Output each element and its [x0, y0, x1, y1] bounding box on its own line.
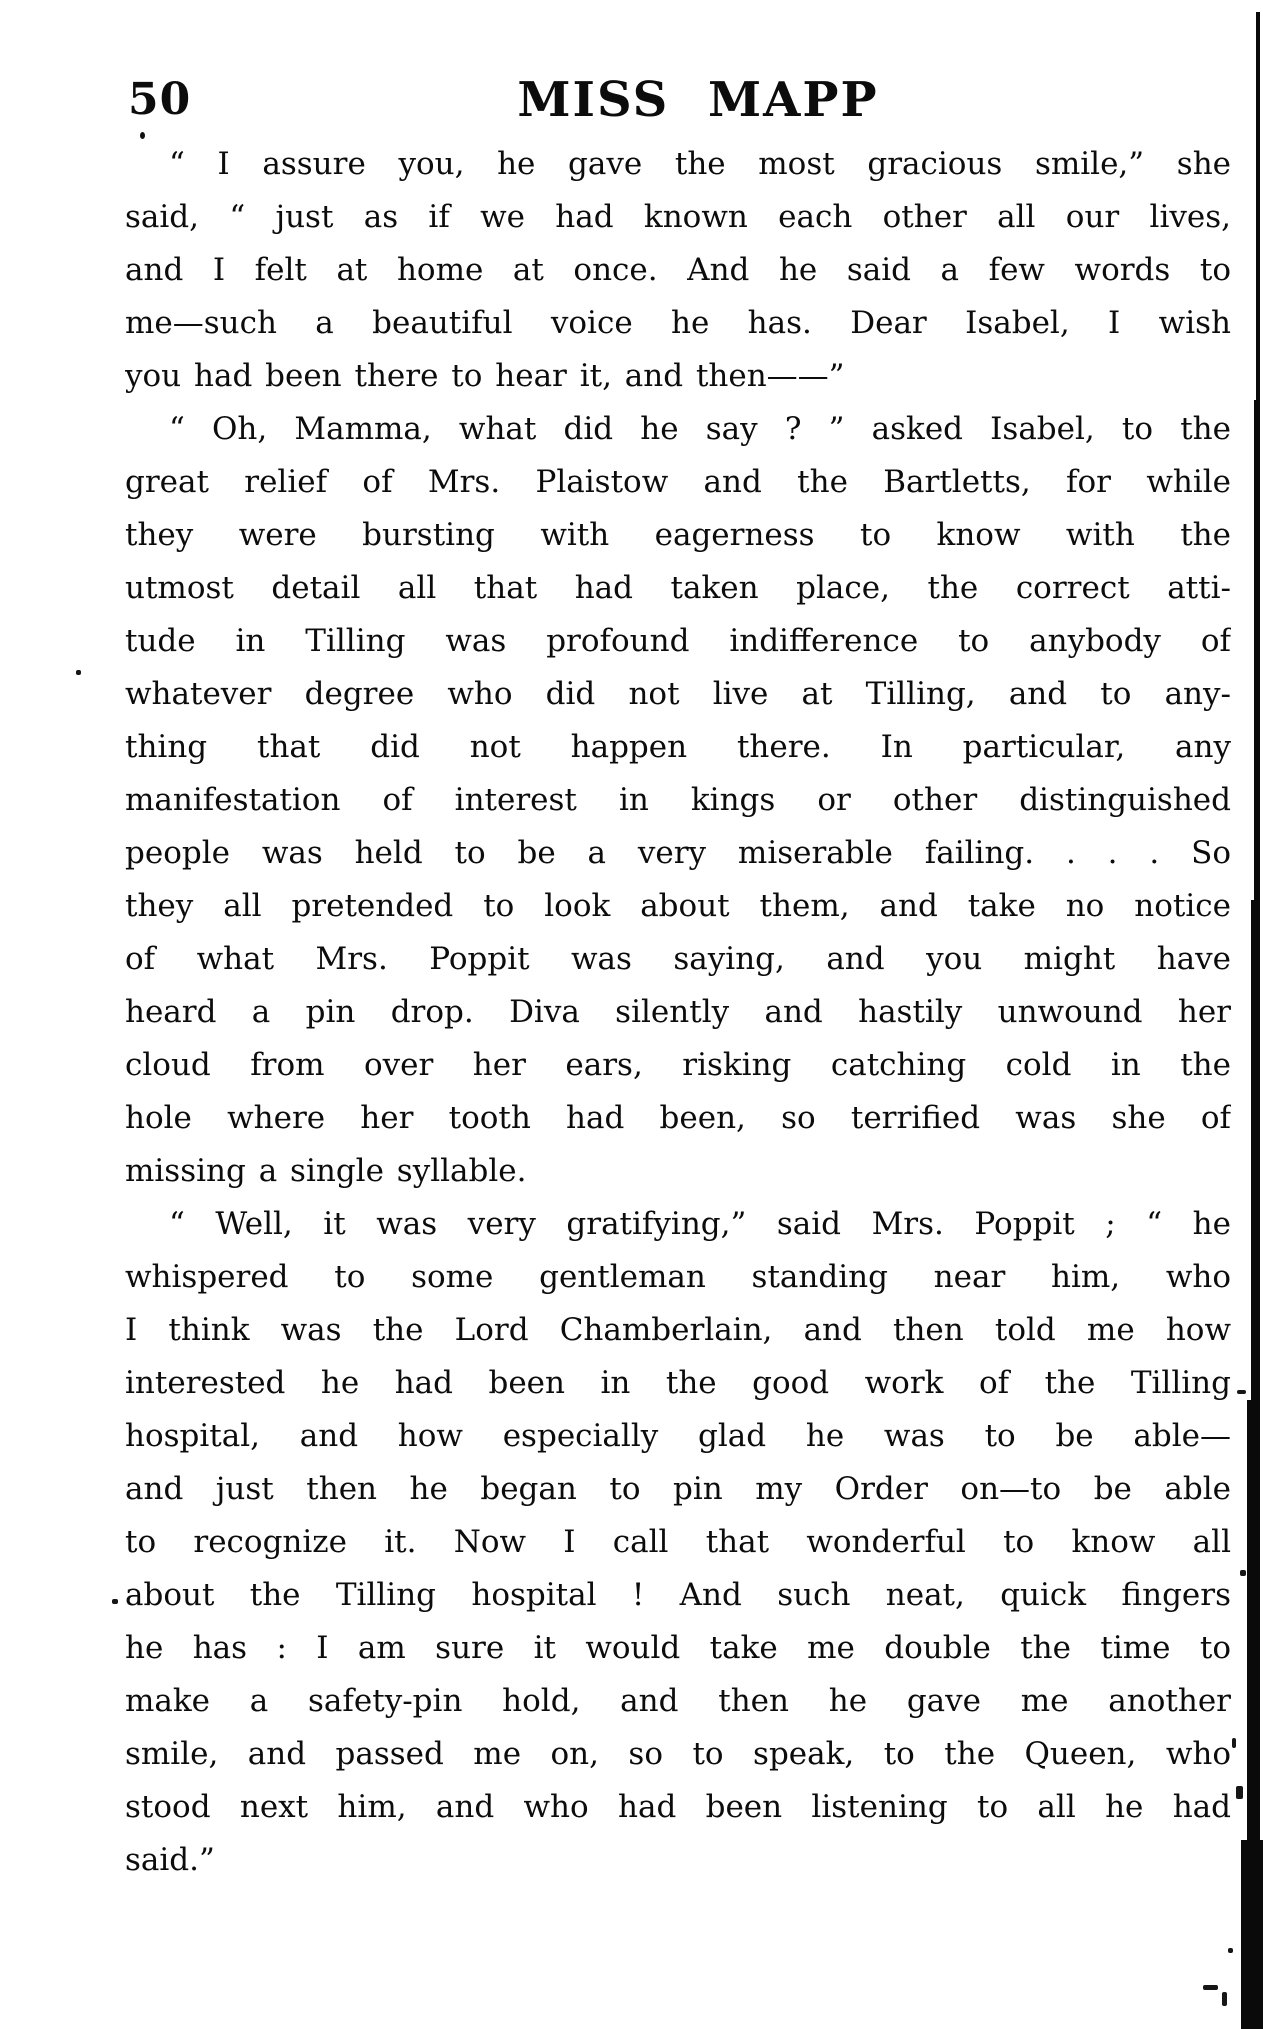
text-line: thing that did not happen there. In particular, any: [125, 729, 1231, 765]
text-line: whispered to some gentleman standing near him, who: [125, 1259, 1231, 1295]
text-line: said.”: [125, 1842, 215, 1878]
text-line: “ Oh, Mamma, what did he say ? ” asked Isabel, to the: [169, 411, 1231, 447]
page-edge-shadow: [1254, 400, 1260, 900]
scan-speck: [1222, 1992, 1227, 2006]
page-edge-shadow: [1251, 900, 1260, 1400]
text-line: and I felt at home at once. And he said a few words to: [125, 252, 1231, 288]
text-line: to recognize it. Now I call that wonderful to know all: [125, 1524, 1231, 1560]
text-line: about the Tilling hospital ! And such neat, quick fingers: [125, 1577, 1231, 1613]
text-line: you had been there to hear it, and then——”: [125, 358, 845, 394]
text-block: [125, 138, 1231, 1887]
scan-speck: [112, 1599, 118, 1604]
text-line: hole where her tooth had been, so terrified was she of: [125, 1100, 1231, 1136]
text-line: interested he had been in the good work of the Tilling: [125, 1365, 1231, 1401]
text-line: hospital, and how especially glad he was to be able—: [125, 1418, 1231, 1454]
text-line: heard a pin drop. Diva silently and hastily unwound her: [125, 994, 1231, 1030]
text-line: said, “ just as if we had known each other all our lives,: [125, 199, 1231, 235]
text-line: smile, and passed me on, so to speak, to the Queen, who: [125, 1736, 1231, 1772]
page-edge-shadow: [1247, 1400, 1260, 1840]
text-line: of what Mrs. Poppit was saying, and you might have: [125, 941, 1231, 977]
text-line: “ Well, it was very gratifying,” said Mrs. Poppit ; “ he: [169, 1206, 1231, 1242]
text-line: they all pretended to look about them, and take no notice: [125, 888, 1231, 924]
scan-speck: [1240, 1570, 1246, 1576]
scan-speck: [1228, 1948, 1233, 1953]
text-line: manifestation of interest in kings or other distinguished: [125, 782, 1231, 818]
text-line: he has : I am sure it would take me double the time to: [125, 1630, 1231, 1666]
running-head-title: MISS MAPP: [517, 72, 879, 128]
scan-speck: [1236, 1786, 1243, 1799]
text-line: utmost detail all that had taken place, the correct atti-: [125, 570, 1231, 606]
text-line: I think was the Lord Chamberlain, and then told me how: [125, 1312, 1231, 1348]
text-line: make a safety-pin hold, and then he gave me another: [125, 1683, 1231, 1719]
text-line: “ I assure you, he gave the most gracious smile,” she: [169, 146, 1231, 182]
scan-speck: [1203, 1985, 1218, 1990]
scan-speck: [76, 670, 81, 675]
text-line: people was held to be a very miserable failing. . . . So: [125, 835, 1231, 871]
text-line: tude in Tilling was profound indifference to anybody of: [125, 623, 1231, 659]
scan-speck: [1237, 1390, 1246, 1394]
text-line: whatever degree who did not live at Tilling, and to any-: [125, 676, 1231, 712]
page-edge-shadow: [1256, 12, 1260, 400]
scan-speck: [1232, 1738, 1236, 1748]
text-line: cloud from over her ears, risking catching cold in the: [125, 1047, 1231, 1083]
text-line: and just then he began to pin my Order on—to be able: [125, 1471, 1231, 1507]
text-line: great relief of Mrs. Plaistow and the Bartletts, for while: [125, 464, 1231, 500]
page-edge-shadow: [1241, 1840, 1263, 2029]
text-line: stood next him, and who had been listening to all he had: [125, 1789, 1231, 1825]
page-number: 50: [128, 74, 192, 125]
text-line: me—such a beautiful voice he has. Dear Isabel, I wish: [125, 305, 1231, 341]
text-line: missing a single syllable.: [125, 1153, 527, 1189]
text-line: they were bursting with eagerness to know with the: [125, 517, 1231, 553]
